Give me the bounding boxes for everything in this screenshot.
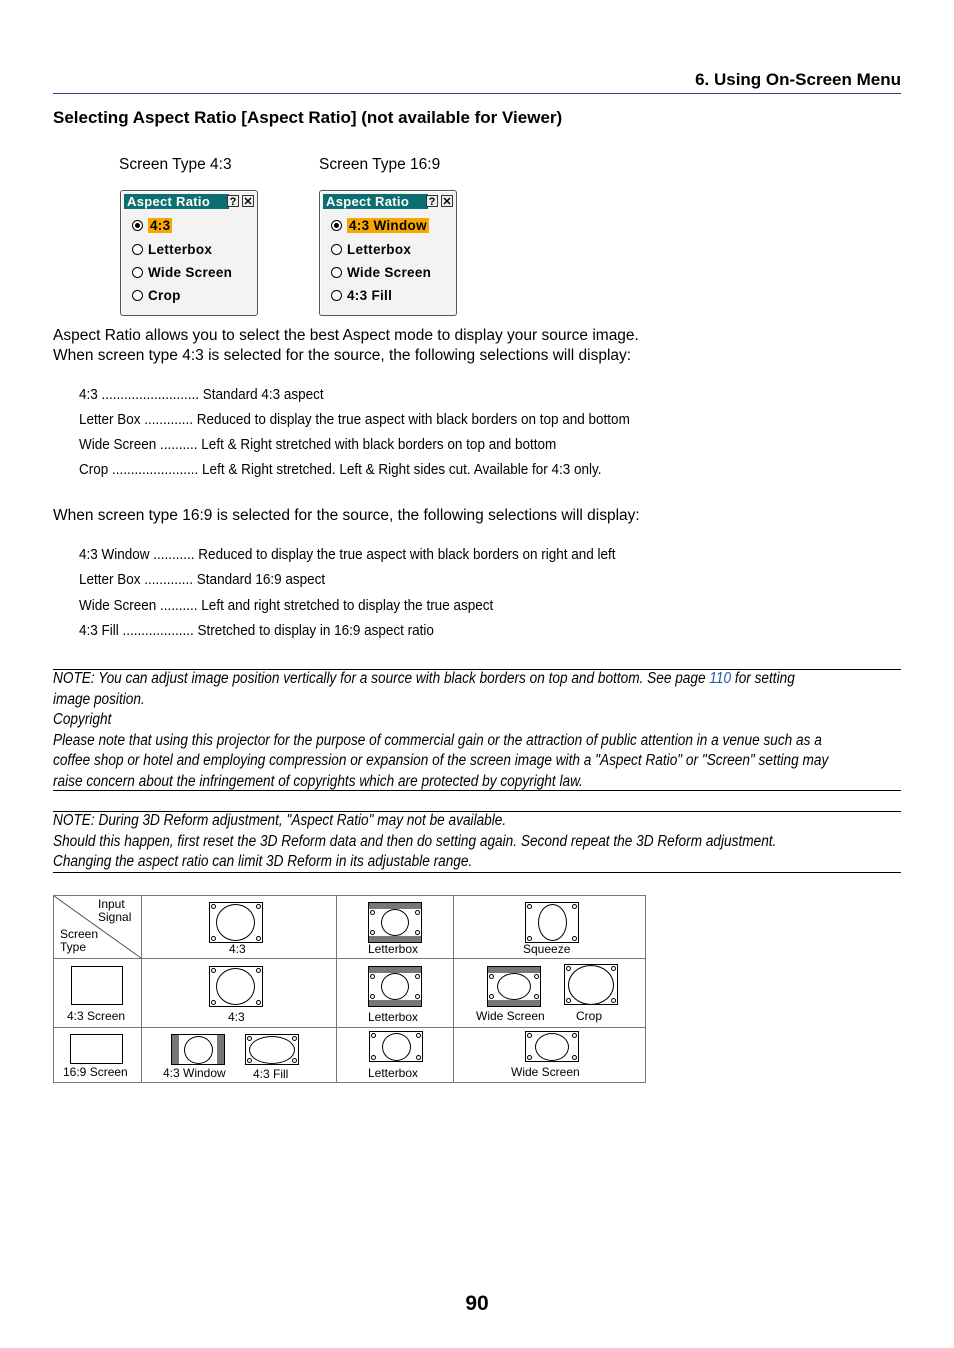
note-line: raise concern about the infringement of copyrights which are protected by copyright law. [53,772,583,790]
option-label: Crop [148,288,181,303]
letterbox-icon [368,902,422,943]
corner-dot [527,1055,532,1060]
corner-dot [415,930,420,935]
dialog-title: Aspect Ratio [323,194,428,209]
option-wide-screen[interactable] [132,265,232,281]
note-rule-bottom [53,790,901,791]
definition-desc: Reduced to display the true aspect with black borders on top and bottom [196,411,630,428]
page-heading: Selecting Aspect Ratio [Aspect Ratio] (not available for Viewer) [53,108,563,127]
corner-dot [566,998,571,1003]
corner-dot [572,904,577,909]
pillar-bar [172,1035,179,1064]
corner-dot [527,936,532,941]
result-wide-screen-169-icon [525,1031,579,1062]
aspect-ratio-dialog-43 [120,190,258,316]
note-copyright [53,669,829,792]
note-line: Should this happen, first reset the 3D Reform data and then do setting again. Second repeat the 3D Reform adjustment. [53,832,777,850]
circle-shape [216,968,255,1005]
intro-line-1: Aspect Ratio allows you to select the best Aspect mode to display your source image. [53,327,639,344]
corner-dot [211,936,216,941]
circle-shape [216,904,255,941]
corner-dot [611,966,616,971]
corner-label-bottom: Type [60,940,87,954]
corner-dot [370,910,375,915]
corner-dot [489,974,494,979]
option-label: Letterbox [148,242,213,257]
corner-dot [572,1033,577,1038]
row-label-169-screen: 16:9 Screen [63,1065,128,1079]
definition-term: Letter Box ............. [79,571,194,588]
corner-dot [256,936,261,941]
corner-dot [415,974,420,979]
ellipse-shape [249,1036,295,1064]
corner-dot [534,994,539,999]
letterbox-bar [488,1000,540,1006]
radio-icon [132,267,143,278]
corner-dot [211,968,216,973]
definition-desc: Standard 16:9 aspect [196,571,326,588]
option-4-3-window[interactable] [331,218,429,234]
definition-term: Crop ....................... [79,461,199,478]
option-label: Wide Screen [347,265,432,280]
corner-dot [256,1000,261,1005]
corner-dot [371,1033,376,1038]
screen-169-blank-icon [70,1034,123,1064]
circle-shape [382,1033,411,1061]
aspect-ratio-dialog-169 [319,190,457,316]
cell-label: 4:3 [228,1010,245,1024]
definition-row [79,571,709,591]
corner-dot [371,1055,376,1060]
corner-dot [292,1036,297,1041]
result-letterbox-icon [368,966,422,1007]
corner-dot [211,1000,216,1005]
table-vline [336,896,337,1082]
corner-dot [247,1058,252,1063]
definition-term: Wide Screen .......... [79,597,198,614]
option-letterbox[interactable] [331,242,411,258]
definition-desc: Standard 4:3 aspect [202,386,324,403]
option-label: 4:3 Fill [347,288,393,303]
corner-dot [256,904,261,909]
circle-shape [568,965,614,1005]
corner-dot [415,994,420,999]
header-rule [53,93,901,94]
ellipse-shape [538,904,567,941]
result-43-window-icon [171,1034,225,1065]
option-label: 4:3 Window [349,218,427,233]
result-wide-screen-icon [487,966,541,1007]
corner-dot [572,936,577,941]
note-line: image position. [53,690,145,708]
corner-dot [534,974,539,979]
ellipse-shape [497,973,531,1000]
option-label: 4:3 [150,218,171,233]
caption-screen-43: Screen Type 4:3 [119,156,232,173]
cell-label: Crop [576,1009,603,1023]
table-hline [54,958,645,959]
note-rule-bottom [53,872,901,873]
col-label-43: 4:3 [229,942,246,956]
section-title: 6. Using On-Screen Menu [695,70,901,89]
col-label-squeeze: Squeeze [523,942,571,956]
result-43-fill-icon [245,1034,299,1065]
radio-icon [132,244,143,255]
note-text: NOTE: You can adjust image position vertically for a source with black borders on top and bottom. See page [53,670,710,687]
corner-dot [489,994,494,999]
row-label-43-screen: 4:3 Screen [67,1009,126,1023]
definition-desc: Left & Right stretched with black borders on top and bottom [201,436,557,453]
option-wide-screen[interactable] [331,265,431,281]
corner-dot [572,1055,577,1060]
option-label: Letterbox [347,242,412,257]
radio-selected-icon [331,220,342,231]
close-icon[interactable]: ✕ [442,196,452,208]
table-vline [453,896,454,1082]
corner-dot [292,1058,297,1063]
page-number: 90 [465,1292,489,1315]
corner-dot [416,1055,421,1060]
page-link[interactable]: 110 [709,670,732,687]
note-line: Changing the aspect ratio can limit 3D Reform in its adjustable range. [53,853,473,870]
help-icon[interactable]: ? [426,195,438,207]
caption-screen-169: Screen Type 16:9 [319,156,441,173]
option-letterbox[interactable] [132,242,212,258]
cell-label: Letterbox [368,1010,419,1024]
corner-dot [566,966,571,971]
pillar-bar [217,1035,224,1064]
cell-label: 4:3 Window [163,1066,226,1080]
note-line [53,669,799,690]
definition-term: 4:3 .......................... [79,386,200,403]
copyright-title: Copyright [53,711,112,728]
cell-label: 4:3 Fill [253,1067,289,1081]
definition-row [79,546,709,566]
corner-dot [416,1033,421,1038]
option-4-3[interactable] [132,218,172,234]
letterbox-bar [369,1000,421,1006]
corner-dot [370,974,375,979]
result-crop-icon [564,964,618,1005]
definition-row [79,461,709,481]
cell-label: Wide Screen [476,1009,545,1023]
note-3d-reform [53,811,799,873]
radio-icon [331,267,342,278]
corner-dot [527,1033,532,1038]
intro-line-2: When screen type 4:3 is selected for the source, the following selections will display: [53,347,632,364]
radio-icon [132,290,143,301]
circle-shape [184,1036,213,1064]
radio-icon [331,244,342,255]
definition-row [79,411,709,431]
cell-label: Letterbox [368,1066,419,1080]
help-icon[interactable]: ? [227,195,239,207]
corner-label-bottom: Screen [60,927,99,941]
definition-row [79,386,709,406]
definition-term: Wide Screen .......... [79,436,198,453]
squeeze-icon [525,902,579,943]
option-crop[interactable] [132,288,181,304]
circle-shape [381,973,409,1000]
screen-43-blank-icon [71,966,123,1005]
corner-dot [527,904,532,909]
radio-icon [331,290,342,301]
definition-row [79,622,709,642]
corner-label-top: Input [98,897,125,911]
dialog-title: Aspect Ratio [124,194,229,209]
col-label-letterbox: Letterbox [368,942,419,956]
corner-dot [370,930,375,935]
corner-dot [370,994,375,999]
corner-dot [415,910,420,915]
definition-row [79,436,709,456]
definition-desc: Left and right stretched to display the true aspect [201,597,494,614]
ellipse-shape [535,1033,569,1061]
note-line: coffee shop or hotel and employing compression or expansion of the screen image with a "Aspect Ratio" or "Screen" setting may [53,752,829,769]
circle-shape [381,909,409,936]
definition-term: Letter Box ............. [79,411,194,428]
table-hline [54,1027,645,1028]
corner-dot [256,968,261,973]
radio-selected-icon [132,220,143,231]
close-icon[interactable]: ✕ [243,196,253,208]
corner-dot [211,904,216,909]
definition-desc: Stretched to display in 16:9 aspect ratio [197,622,434,639]
option-4-3-fill[interactable] [331,288,392,304]
definition-term: 4:3 Fill ................... [79,622,194,639]
cell-label: Wide Screen [511,1065,580,1079]
corner-dot [247,1036,252,1041]
intro-169: When screen type 16:9 is selected for the source, the following selections will display: [53,507,640,524]
result-43-icon [209,966,263,1007]
note-text: for setting [731,670,795,687]
definition-term: 4:3 Window ........... [79,546,195,563]
definition-desc: Reduced to display the true aspect with black borders on right and left [198,546,616,563]
option-label: Wide Screen [148,265,233,280]
definition-desc: Left & Right stretched. Left & Right sides cut. Available for 4:3 only. [202,461,602,478]
aspect-signal-table [53,895,646,1083]
definition-row [79,597,709,617]
result-letterbox-169-icon [369,1031,423,1062]
note-line: Please note that using this projector for the purpose of commercial gain or the attraction of public attention in a venue such as a [53,731,822,749]
note-line: NOTE: During 3D Reform adjustment, "Aspect Ratio" may not be available. [53,812,507,829]
corner-label-top: Signal [98,910,132,924]
corner-dot [611,998,616,1003]
screen-43-icon [209,902,263,943]
